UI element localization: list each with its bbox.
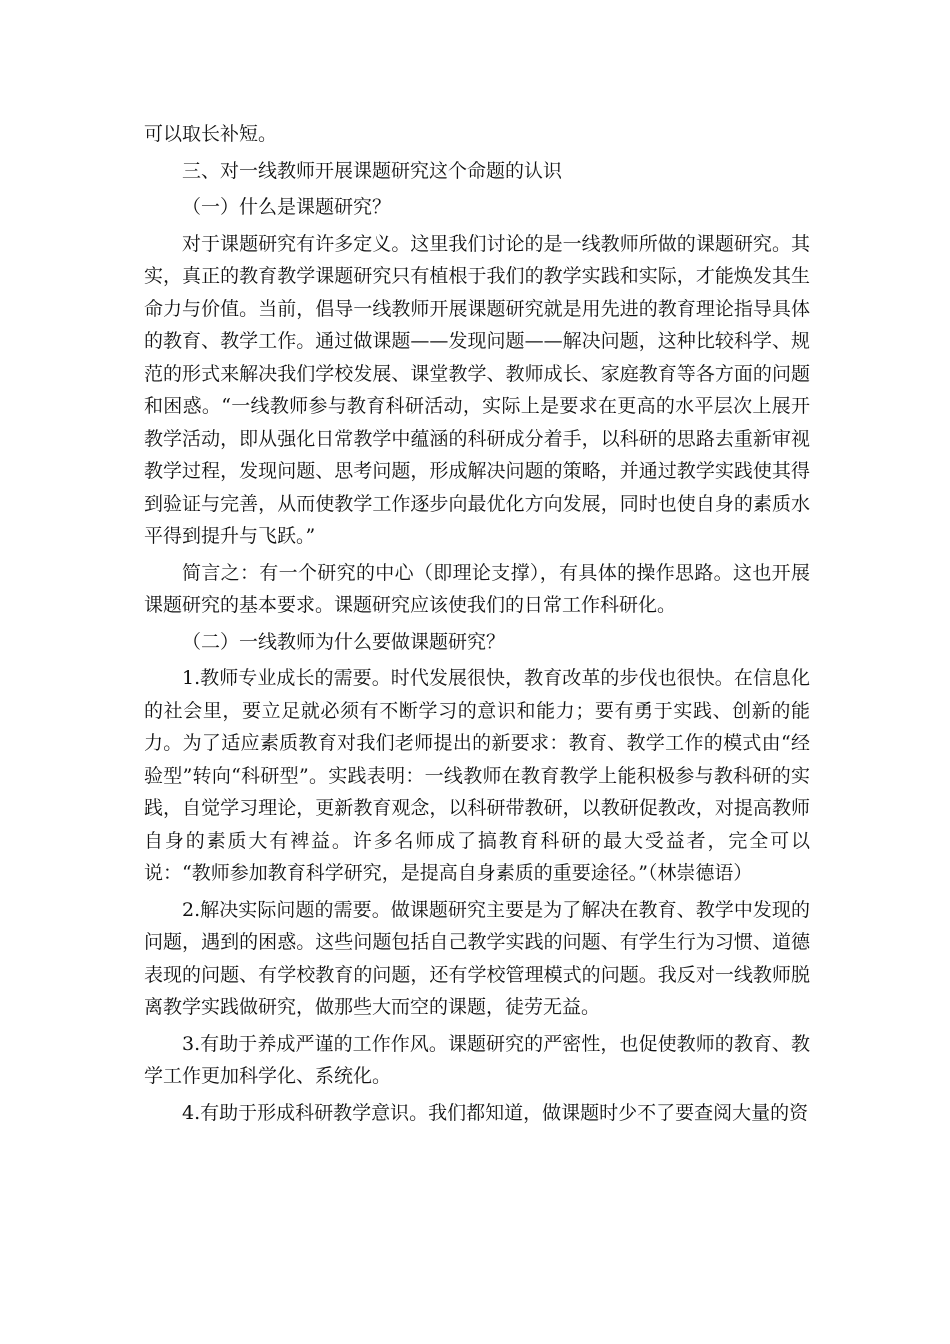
paragraph-point-3: 3.有助于养成严谨的工作作风。课题研究的严密性，也促使教师的教育、教学工作更加科学化、系统化。 bbox=[144, 1032, 810, 1087]
subsection-heading-two: （二）一线教师为什么要做课题研究？ bbox=[182, 630, 506, 653]
paragraph-definition: 对于课题研究有许多定义。这里我们讨论的是一线教师所做的课题研究。其实，真正的教育教学课题研究只有植根于我们的教学实践和实际，才能焕发其生命力与价值。当前，倡导一线教师开展课题研究就是用先进的教育理论指导具体的教育、教学工作。通过做课题——发现问题——解决问题，这种比较科学、规范的形式来解决我们学校发展、课堂教学、教师成长、家庭教育等各方面的问题和困惑。“一线教师参与教育科研活动，实际上是要求在更高的水平层次上展开教学活动，即从强化日常教学中蕴涵的科研成分着手，以科研的思路去重新审视教学过程，发现问题、思考问题，形成解决问题的策略，并通过教学实践使其得到验证与完善，从而使教学工作逐步向最优化方向发展，同时也使自身的素质水平得到提升与飞跃。” bbox=[144, 232, 810, 547]
paragraph-continuation: 可以取长补短。 bbox=[144, 123, 278, 145]
paragraph-point-2: 2.解决实际问题的需要。做课题研究主要是为了解决在教育、教学中发现的问题，遇到的困惑。这些问题包括自己教学实践的问题、有学生行为习惯、道德表现的问题、有学校教育的问题，还有学校管理模式的问题。我反对一线教师脱离教学实践做研究，做那些大而空的课题，徒劳无益。 bbox=[144, 898, 810, 1018]
section-heading-three: 三、对一线教师开展课题研究这个命题的认识 bbox=[182, 159, 563, 182]
paragraph-summary: 简言之：有一个研究的中心（即理论支撑），有具体的操作思路。这也开展课题研究的基本要求。课题研究应该使我们的日常工作科研化。 bbox=[144, 561, 810, 616]
paragraph-point-1: 1.教师专业成长的需要。时代发展很快，教育改革的步伐也很快。在信息化的社会里，要立足就必须有不断学习的意识和能力；要有勇于实践、创新的能力。为了适应素质教育对我们老师提出的新要求：教育、教学工作的模式由“经验型”转向“科研型”。实践表明：一线教师在教育教学上能积极参与教科研的实践，自觉学习理论，更新教育观念，以科研带教研，以教研促教改，对提高教师自身的素质大有裨益。许多名师成了搞教育科研的最大受益者，完全可以说：“教师参加教育科学研究，是提高自身素质的重要途径。”（林崇德语） bbox=[144, 667, 810, 884]
document-body bbox=[144, 118, 810, 1129]
paragraph-point-4: 4.有助于形成科研教学意识。我们都知道，做课题时少不了要查阅大量的资 bbox=[182, 1101, 809, 1124]
subsection-heading-one: （一）什么是课题研究？ bbox=[182, 196, 392, 218]
